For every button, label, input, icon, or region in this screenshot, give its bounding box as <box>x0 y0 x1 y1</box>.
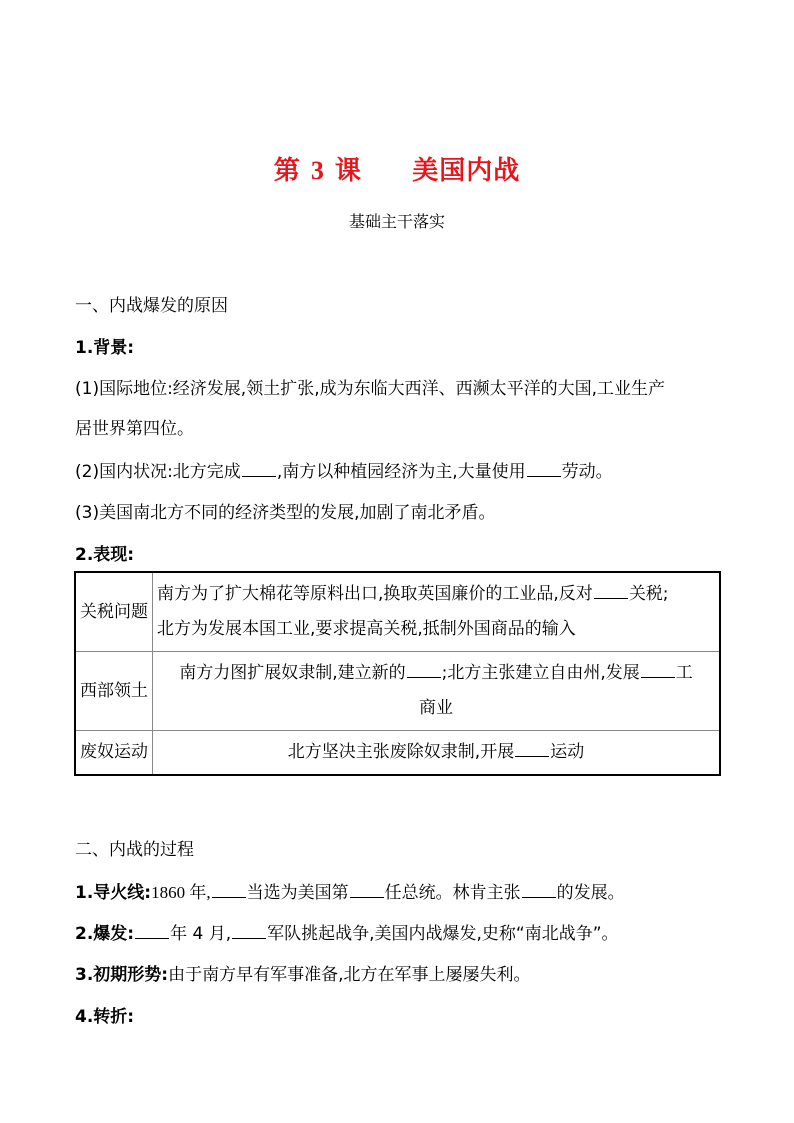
section-heading-process: 二、内战的过程 <box>75 840 194 860</box>
table-text: 工 <box>675 663 693 683</box>
fill-blank <box>594 582 628 599</box>
fuse-line <box>75 881 725 905</box>
title-name: 美国内战 <box>412 156 521 186</box>
background-label: 1.背景: <box>75 338 135 358</box>
fill-blank <box>515 740 549 757</box>
initial-line <box>75 963 725 987</box>
fuse-text-d: 的发展。 <box>556 883 625 903</box>
initial-label: 3.初期形势: <box>75 965 169 985</box>
item2-text-a: (2)国内状况:北方完成 <box>75 462 241 482</box>
fill-blank <box>407 661 441 678</box>
item1-line1: (1)国际地位:经济发展,领土扩张,成为东临大西洋、西濒太平洋的大国,工业生产 <box>75 379 666 399</box>
outbreak-text-b: 军队挑起战争,美国内战爆发,史称“南北战争”。 <box>267 924 619 944</box>
fill-blank <box>135 922 169 939</box>
table-row-body <box>153 572 721 652</box>
fill-blank <box>212 881 246 898</box>
expression-label: 2.表现: <box>75 545 135 565</box>
item3-line: (3)美国南北方不同的经济类型的发展,加剧了南北矛盾。 <box>75 503 496 523</box>
item2-line <box>75 460 725 484</box>
fuse-text-b: 当选为美国第 <box>246 883 349 903</box>
table-text: 南方力图扩展奴隶制,建立新的 <box>179 663 406 683</box>
outbreak-label: 2.爆发: <box>75 924 135 944</box>
table-row-head: 西部领土 <box>75 652 153 731</box>
title-prefix: 第 <box>273 156 301 186</box>
table-row <box>75 572 720 652</box>
section-heading-causes: 一、内战爆发的原因 <box>75 296 228 316</box>
fill-blank <box>522 881 556 898</box>
outbreak-text-a: 年 4 月, <box>170 924 232 944</box>
subtitle: 基础主干落实 <box>348 212 445 231</box>
causes-table <box>74 571 721 776</box>
table-text: 北方为发展本国工业,要求提高关税,抵制外国商品的输入 <box>157 619 576 639</box>
table-text: 关税; <box>628 584 669 604</box>
lesson-title <box>0 150 794 187</box>
table-row <box>75 652 720 731</box>
fill-blank <box>232 922 266 939</box>
turn-label: 4.转折: <box>75 1007 135 1027</box>
title-number: 3 <box>310 156 325 185</box>
initial-text: 由于南方早有军事准备,北方在军事上屡屡失利。 <box>168 965 531 985</box>
fill-blank <box>242 460 276 477</box>
item1-line2: 居世界第四位。 <box>75 419 194 439</box>
table-text: 南方为了扩大棉花等原料出口,换取英国廉价的工业品,反对 <box>157 584 593 604</box>
table-row-body <box>153 731 721 776</box>
fuse-text-c: 任总统。林肯主张 <box>384 883 521 903</box>
table-row-head: 废奴运动 <box>75 731 153 776</box>
title-lesson: 课 <box>334 156 362 186</box>
item2-text-c: 劳动。 <box>561 462 613 482</box>
table-row-body <box>153 652 721 731</box>
table-row-head: 关税问题 <box>75 572 153 652</box>
fuse-text-a: 1860 年, <box>151 883 211 902</box>
fuse-label: 1.导火线: <box>75 883 152 903</box>
table-text: 北方坚决主张废除奴隶制,开展 <box>287 742 515 762</box>
table-text: ;北方主张建立自由州,发展 <box>441 663 640 683</box>
table-text: 商业 <box>419 698 453 718</box>
fill-blank <box>527 460 561 477</box>
fill-blank <box>350 881 384 898</box>
table-row <box>75 731 720 776</box>
item2-text-b: ,南方以种植园经济为主,大量使用 <box>276 462 526 482</box>
outbreak-line <box>75 922 725 946</box>
table-text: 运动 <box>550 742 585 762</box>
fill-blank <box>641 661 675 678</box>
